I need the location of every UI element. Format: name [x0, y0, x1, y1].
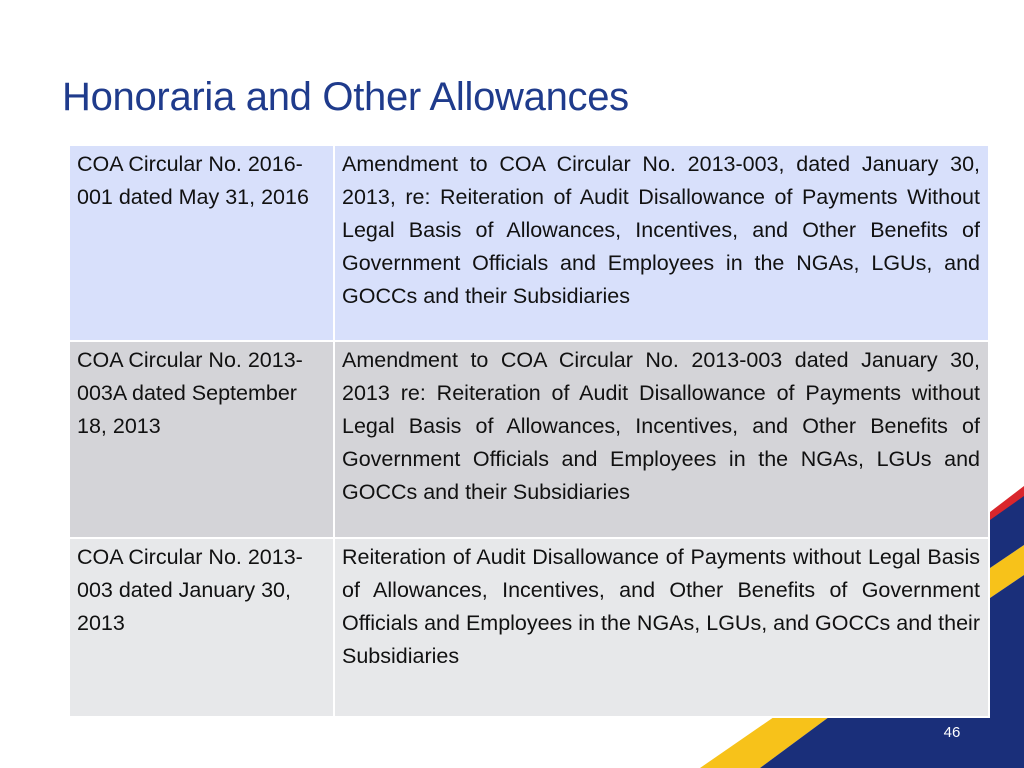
circular-reference: COA Circular No. 2016-001 dated May 31, 2016: [69, 145, 334, 341]
table-row: [69, 538, 989, 717]
circular-reference: COA Circular No. 2013-003A dated September 18, 2013: [69, 341, 334, 538]
page-number: 46: [943, 724, 961, 741]
circular-description: Amendment to COA Circular No. 2013-003 dated January 30, 2013 re: Reiteration of Audit Disallowance of Payments without Legal Basis of Allowances, Incentives, and Other Benefits of Government Officials and Employees in the NGAs, LGUs and GOCCs and their Subsidiaries: [334, 341, 989, 538]
table-row: [69, 145, 989, 341]
circular-description: Reiteration of Audit Disallowance of Payments without Legal Basis of Allowances, Incentives, and Other Benefits of Government Officials and Employees in the NGAs, LGUs, and GOCCs and their Subsidiaries: [334, 538, 989, 717]
circular-description: Amendment to COA Circular No. 2013-003, dated January 30, 2013, re: Reiteration of Audit Disallowance of Payments Without Legal Basis of Allowances, Incentives, and Other Benefits of Government Officials and Employees in the NGAs, LGUs, and GOCCs and their Subsidiaries: [334, 145, 989, 341]
circular-reference: COA Circular No. 2013-003 dated January 30, 2013: [69, 538, 334, 717]
table-row: [69, 341, 989, 538]
circulars-table: [68, 144, 990, 718]
slide-title: Honoraria and Other Allowances: [62, 75, 629, 119]
